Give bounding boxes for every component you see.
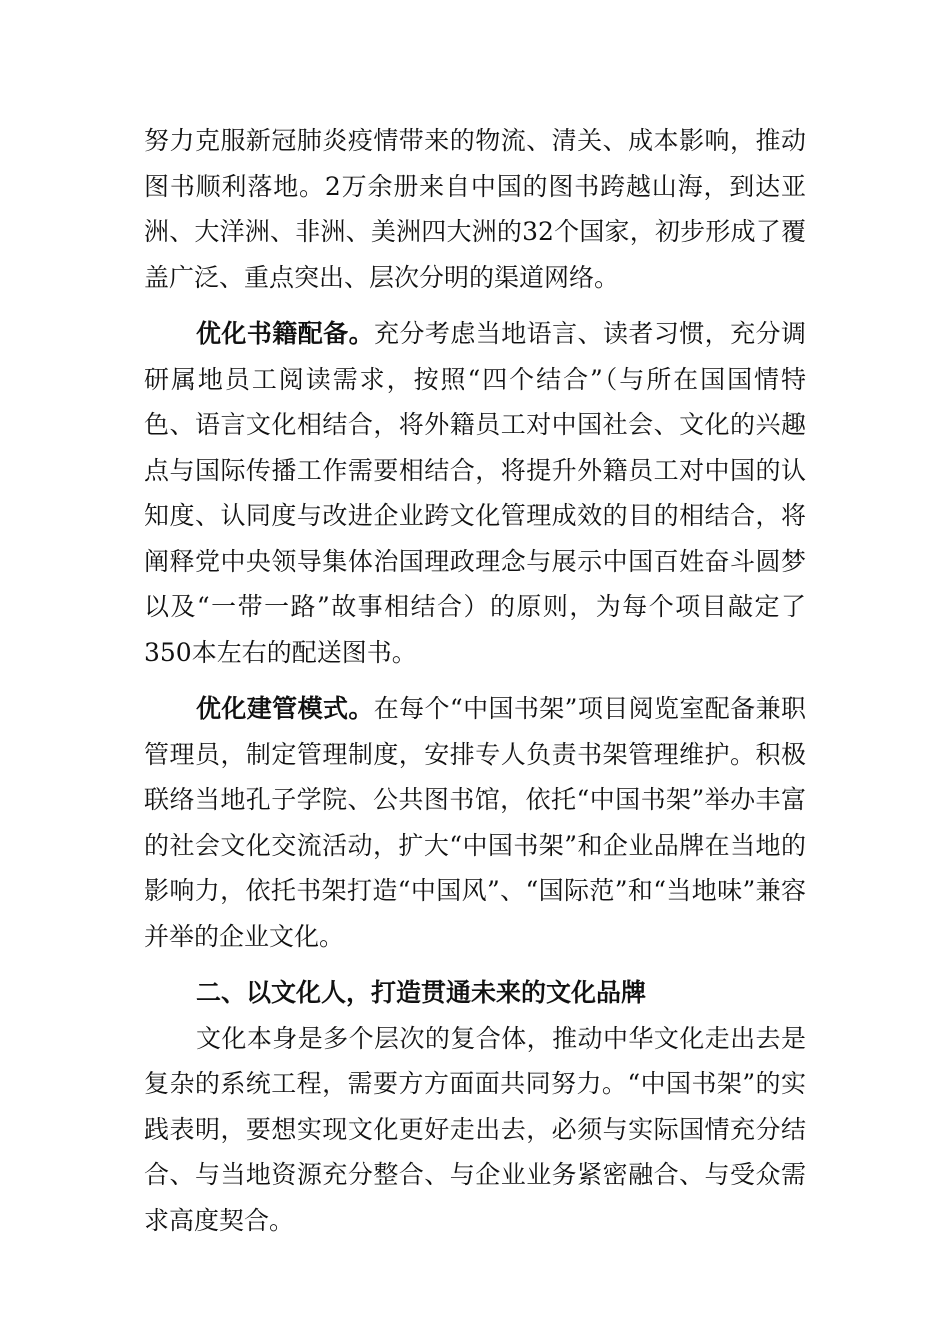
paragraph-logistics: 努力克服新冠肺炎疫情带来的物流、清关、成本影响，推动图书顺利落地。2万余册来自中国的图书跨越山海，到达亚洲、大洋洲、非洲、美洲四大洲的32个国家，初步形成了覆盖广泛、重点突出、层次分明的渠道网络。 — [144, 126, 806, 292]
paragraph-body-management-model: 在每个“中国书架”项目阅览室配备兼职管理员，制定管理制度，安排专人负责书架管理维护。积极联络当地孔子学院、公共图书馆，依托“中国书架”举办丰富的社会文化交流活动，扩大“中国书架”和企业品牌在当地的影响力，依托书架打造“中国风”、“国际范”和“当地味”兼容并举的企业文化。 — [144, 694, 806, 951]
paragraph-lead-book-selection: 优化书籍配备。 — [196, 319, 375, 348]
paragraph-management-model — [144, 686, 806, 959]
paragraph-lead-management-model: 优化建管模式。 — [196, 694, 374, 723]
paragraph-body-book-selection: 充分考虑当地语言、读者习惯，充分调研属地员工阅读需求，按照“四个结合”（与所在国国情特色、语言文化相结合，将外籍员工对中国社会、文化的兴趣点与国际传播工作需要相结合，将提升外籍员工对中国的认知度、认同度与改进企业跨文化管理成效的目的相结合，将阐释党中央领导集体治国理政理念与展示中国百姓奋斗圆梦以及“一带一路”故事相结合）的原则，为每个项目敲定了350本左右的配送图书。 — [144, 319, 806, 667]
document-body — [144, 118, 806, 1243]
section-heading-two: 二、以文化人，打造贯通未来的文化品牌 — [196, 978, 647, 1007]
paragraph-book-selection — [144, 311, 806, 675]
paragraph-culture: 文化本身是多个层次的复合体，推动中华文化走出去是复杂的系统工程，需要方方面面共同努力。“中国书架”的实践表明，要想实现文化更好走出去，必须与实际国情充分结合、与当地资源充分整合、与企业业务紧密融合、与受众需求高度契合。 — [144, 1023, 806, 1235]
